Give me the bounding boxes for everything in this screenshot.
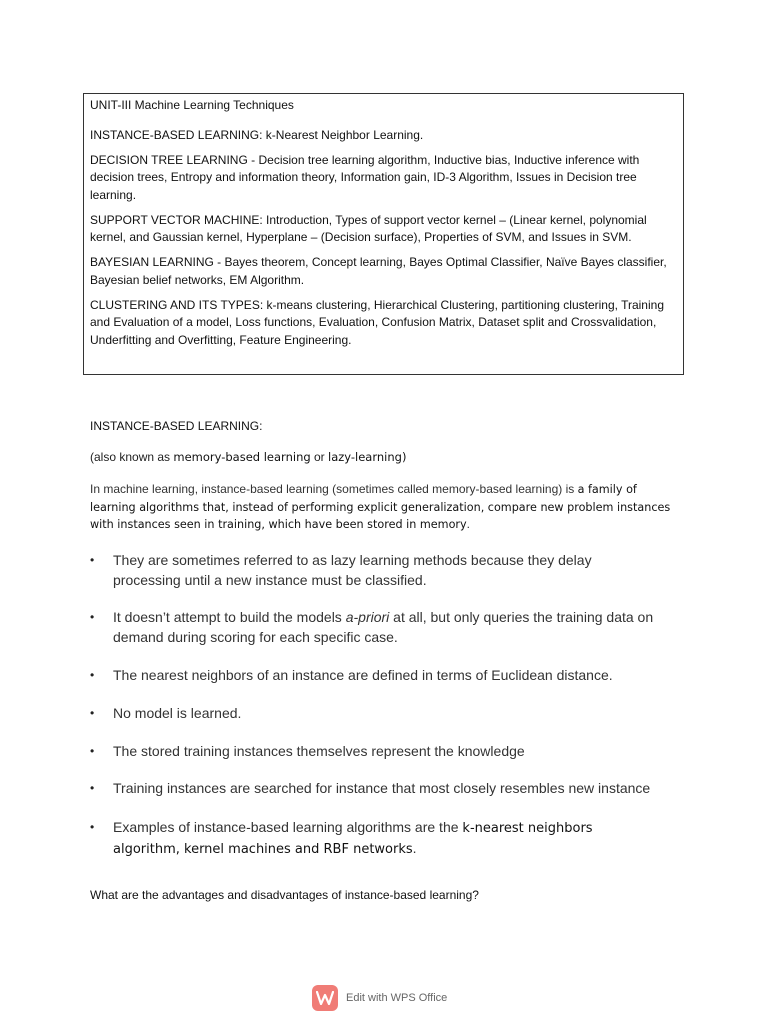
bullet-text	[113, 608, 658, 647]
intro-paragraph	[90, 481, 685, 534]
bullet-text	[113, 818, 658, 859]
topic-decision-tree: DECISION TREE LEARNING - Decision tree learning algorithm, Inductive bias, Inductive inference with decision trees, Entropy and information theory, Information gain, ID-3 Algorithm, Issues in Decision tree learning.	[90, 152, 640, 202]
section-heading: INSTANCE-BASED LEARNING:	[90, 419, 263, 433]
topic-bayesian: BAYESIAN LEARNING - Bayes theorem, Concept learning, Bayes Optimal Classifier, Naïve Bayes classifier, Bayesian belief networks, EM Algorithm.	[90, 255, 667, 287]
aka-term-memory: memory-based learning	[173, 450, 311, 464]
wps-edit-banner[interactable]	[312, 985, 447, 1011]
topic-svm: SUPPORT VECTOR MACHINE: Introduction, Types of support vector kernel – (Linear kernel, polynomial kernel, and Gaussian kernel, Hyperplane – (Decision surface), Properties of SVM, and Issues in SVM.	[90, 212, 647, 244]
bullet-text: Training instances are searched for instance that most closely resembles new instance	[113, 780, 651, 796]
also-known-as	[90, 450, 406, 464]
bullet-icon: •	[90, 744, 95, 758]
bullet-icon: •	[90, 781, 95, 795]
bullet-text: The stored training instances themselves represent the knowledge	[113, 743, 525, 759]
bullet-text-italic: a-priori	[345, 609, 390, 625]
intro-emphasis: a family of learning algorithms that, instead of performing explicit generalization, compare new problem instances with instances seen in training, which have been stored in memory	[90, 483, 671, 531]
bullet-icon: •	[90, 610, 95, 624]
bullet-icon: •	[90, 668, 95, 682]
wps-edit-label[interactable]: Edit with WPS Office	[346, 992, 448, 1004]
bullet-text-strong: k-nearest neighbors algorithm, kernel machines and RBF networks	[113, 821, 593, 857]
wps-w-icon	[316, 991, 334, 1005]
topic-instance-based: INSTANCE-BASED LEARNING: k-Nearest Neighbor Learning.	[90, 127, 424, 142]
bullet-icon: •	[90, 553, 95, 567]
unit-title: UNIT-III Machine Learning Techniques	[90, 98, 294, 112]
aka-prefix: (also known as	[90, 450, 174, 464]
bullet-text-pre: Examples of instance-based learning algorithms are the	[113, 819, 463, 835]
aka-or: or	[310, 450, 328, 464]
bullet-text-pre: It doesn’t attempt to build the models	[113, 609, 346, 625]
aka-term-lazy: lazy-learning)	[328, 450, 407, 464]
syllabus-box	[83, 93, 684, 375]
bullet-text: They are sometimes referred to as lazy learning methods because they delay processing until a new instance must be classified.	[113, 552, 592, 588]
bullet-text: The nearest neighbors of an instance are defined in terms of Euclidean distance.	[113, 667, 613, 683]
topic-clustering: CLUSTERING AND ITS TYPES: k-means clustering, Hierarchical Clustering, partitioning clustering, Training and Evaluation of a model, Loss functions, Evaluation, Confusion Matrix, Dataset split and Crossvalidation, Underfitting and Overfitting, Feature Engineering.	[90, 297, 664, 347]
bullet-icon: •	[90, 706, 95, 720]
wps-logo-icon	[312, 985, 338, 1011]
bullet-icon: •	[90, 820, 95, 834]
bullet-text: No model is learned.	[113, 705, 242, 721]
bullet-text-end: .	[412, 839, 417, 856]
question-text: What are the advantages and disadvantages of instance-based learning?	[90, 888, 479, 902]
intro-end: .	[466, 517, 470, 531]
bullet-text-post: at all, but only queries the training data on demand during scoring for each specific case.	[113, 609, 654, 645]
intro-plain: In machine learning, instance-based learning (sometimes called memory-based learning) is	[90, 482, 578, 496]
